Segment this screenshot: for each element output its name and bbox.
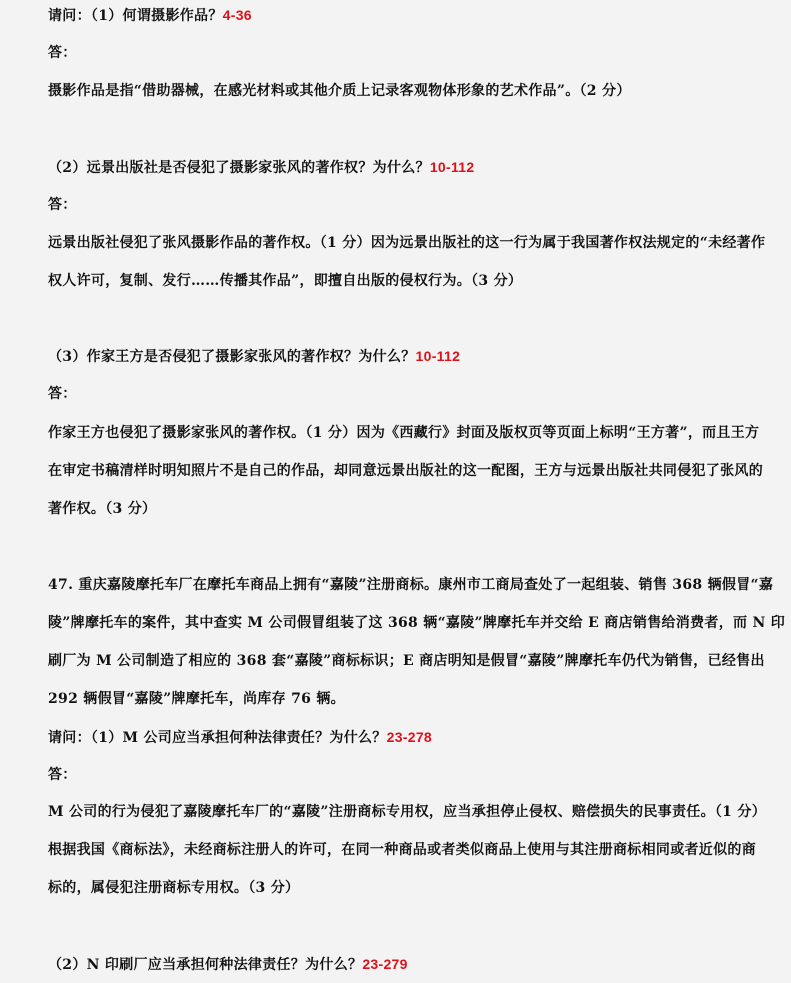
answer-label: 答： [48, 197, 77, 213]
answer-line: 著作权。（3 分） [48, 501, 157, 517]
question-47-stem: 刷厂为 M 公司制造了相应的 368 套“嘉陵”商标标识；E 商店明知是假冒“嘉陵”牌摩托车仍代为销售，已经售出 [48, 653, 765, 669]
question-46-2 [48, 157, 474, 178]
answer-label: 答： [48, 45, 77, 61]
question-46-1 [48, 5, 252, 26]
question-47-1 [48, 727, 432, 748]
page-reference: 4-36 [222, 7, 252, 23]
answer-line: 作家王方也侵犯了摄影家张风的著作权。（1 分）因为《西藏行》封面及版权页等页面上标明“王方著”，而且王方 [48, 425, 760, 441]
question-text: （2）N 印刷厂应当承担何种法律责任？为什么？ [48, 957, 363, 973]
page-reference: 23-279 [362, 956, 408, 972]
question-text: （3）作家王方是否侵犯了摄影家张风的著作权？为什么？ [48, 349, 416, 365]
answer-line: 标的，属侵犯注册商标专用权。（3 分） [48, 880, 300, 896]
answer-line: 摄影作品是指“借助器械，在感光材料或其他介质上记录客观物体形象的艺术作品”。（2 分） [48, 83, 631, 99]
answer-line: 根据我国《商标法》，未经商标注册人的许可，在同一种商品或者类似商品上使用与其注册商标相同或者近似的商 [48, 842, 756, 858]
question-47-stem: 292 辆假冒“嘉陵”牌摩托车，尚库存 76 辆。 [48, 691, 345, 707]
answer-label: 答： [48, 386, 77, 402]
question-47-2 [48, 954, 408, 975]
question-text: 请问：（1）何谓摄影作品？ [48, 8, 223, 24]
answer-line: M 公司的行为侵犯了嘉陵摩托车厂的“嘉陵”注册商标专用权，应当承担停止侵权、赔偿损失的民事责任。（1 分） [48, 804, 766, 820]
page-reference: 23-278 [386, 729, 433, 745]
page-reference: 10-112 [429, 159, 475, 175]
question-46-3 [48, 346, 460, 367]
question-text: （2）远景出版社是否侵犯了摄影家张风的著作权？为什么？ [48, 160, 430, 176]
question-47-stem: 陵”牌摩托车的案件，其中查实 M 公司假冒组装了这 368 辆“嘉陵”牌摩托车并交给 E 商店销售给消费者，而 N 印 [48, 615, 786, 631]
answer-line: 远景出版社侵犯了张风摄影作品的著作权。（1 分）因为远景出版社的这一行为属于我国著作权法规定的“未经著作 [48, 235, 766, 251]
question-text: 请问：（1）M 公司应当承担何种法律责任？为什么？ [48, 730, 387, 746]
answer-label: 答： [48, 767, 77, 783]
answer-line: 权人许可，复制、发行……传播其作品”，即擅自出版的侵权行为。（3 分） [48, 273, 523, 289]
page-reference: 10-112 [415, 348, 461, 364]
answer-line: 在审定书稿清样时明知照片不是自己的作品，却同意远景出版社的这一配图，王方与远景出版社共同侵犯了张风的 [48, 463, 763, 479]
question-47-stem: 47. 重庆嘉陵摩托车厂在摩托车商品上拥有“嘉陵”注册商标。康州市工商局查处了一起组装、销售 368 辆假冒“嘉 [48, 577, 774, 593]
